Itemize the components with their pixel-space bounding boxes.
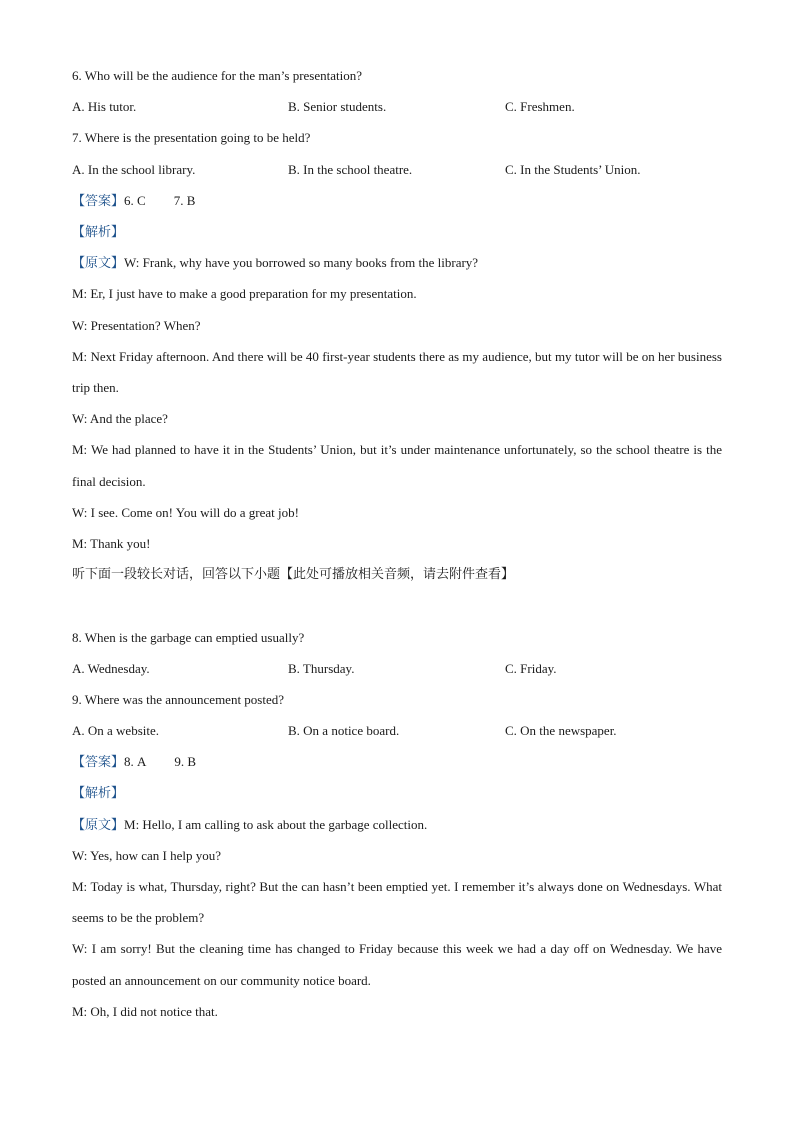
question-8-options [72, 653, 722, 684]
option-b: B. Senior students. [288, 99, 387, 115]
original-tag: 【原文】 [72, 817, 125, 833]
option-a: A. Wednesday. [72, 660, 150, 676]
dialogue-line: M: Hello, I am calling to ask about the garbage collection. [124, 816, 428, 832]
option-b: B. In the school theatre. [288, 161, 413, 177]
dialogue-line: W: Frank, why have you borrowed so many books from the library? [124, 255, 479, 271]
option-a: A. His tutor. [72, 99, 137, 115]
analysis-tag: 【解析】 [72, 786, 125, 802]
option-c: C. Friday. [505, 660, 557, 676]
dialogue-line: M: Today is what, Thursday, right? But the can hasn’t been emptied yet. I remember it’s always done on Wednesdays. What seems to be the problem? [72, 879, 722, 926]
question-7: 7. Where is the presentation going to be held? [72, 130, 311, 146]
dialogue-line: W: I am sorry! But the cleaning time has changed to Friday because this week we had a day off on Wednesday. We have posted an announcement on our community notice board. [72, 941, 722, 988]
dialogue-line: M: Thank you! [72, 535, 151, 551]
question-8: 8. When is the garbage can emptied usually? [72, 629, 305, 645]
dialogue-line: M: Er, I just have to make a good preparation for my presentation. [72, 286, 417, 302]
answer-tag: 【答案】 [72, 193, 125, 209]
option-c: C. Freshmen. [505, 99, 575, 115]
option-b: B. On a notice board. [288, 723, 400, 739]
dialogue-line: M: Oh, I did not notice that. [72, 1003, 218, 1019]
original-text-line [72, 809, 722, 840]
original-tag: 【原文】 [72, 256, 125, 272]
dialogue-line: W: Yes, how can I help you? [72, 847, 221, 863]
option-c: C. In the Students’ Union. [505, 161, 641, 177]
answer-8: 8. A [124, 754, 147, 770]
answer-line [72, 185, 722, 216]
dialogue-line: W: And the place? [72, 411, 168, 427]
answer-tag: 【答案】 [72, 755, 125, 771]
answer-6: 6. C [124, 192, 146, 208]
option-b: B. Thursday. [288, 660, 355, 676]
option-a: A. In the school library. [72, 161, 196, 177]
option-c: C. On the newspaper. [505, 723, 617, 739]
analysis-line [72, 216, 722, 247]
document-page [72, 60, 722, 1027]
analysis-line [72, 777, 722, 808]
analysis-tag: 【解析】 [72, 224, 125, 240]
dialogue-line: M: We had planned to have it in the Students’ Union, but it’s under maintenance unfortunately, so the school theatre is the final decision. [72, 442, 722, 489]
dialogue-line: W: Presentation? When? [72, 317, 201, 333]
question-6-options [72, 91, 722, 122]
answer-7: 7. B [173, 192, 196, 208]
listening-instruction: 听下面一段较长对话，回答以下小题【此处可播放相关音频，请去附件查看】 [72, 567, 515, 583]
answer-line [72, 746, 722, 777]
question-9: 9. Where was the announcement posted? [72, 691, 285, 707]
question-9-options [72, 715, 722, 746]
question-7-options [72, 154, 722, 185]
answer-9: 9. B [174, 754, 197, 770]
option-a: A. On a website. [72, 723, 160, 739]
dialogue-line: W: I see. Come on! You will do a great job! [72, 504, 299, 520]
question-6: 6. Who will be the audience for the man’s presentation? [72, 68, 362, 83]
original-text-line [72, 247, 722, 278]
dialogue-line: M: Next Friday afternoon. And there will be 40 first-year students there as my audience, but my tutor will be on her business trip then. [72, 348, 722, 395]
